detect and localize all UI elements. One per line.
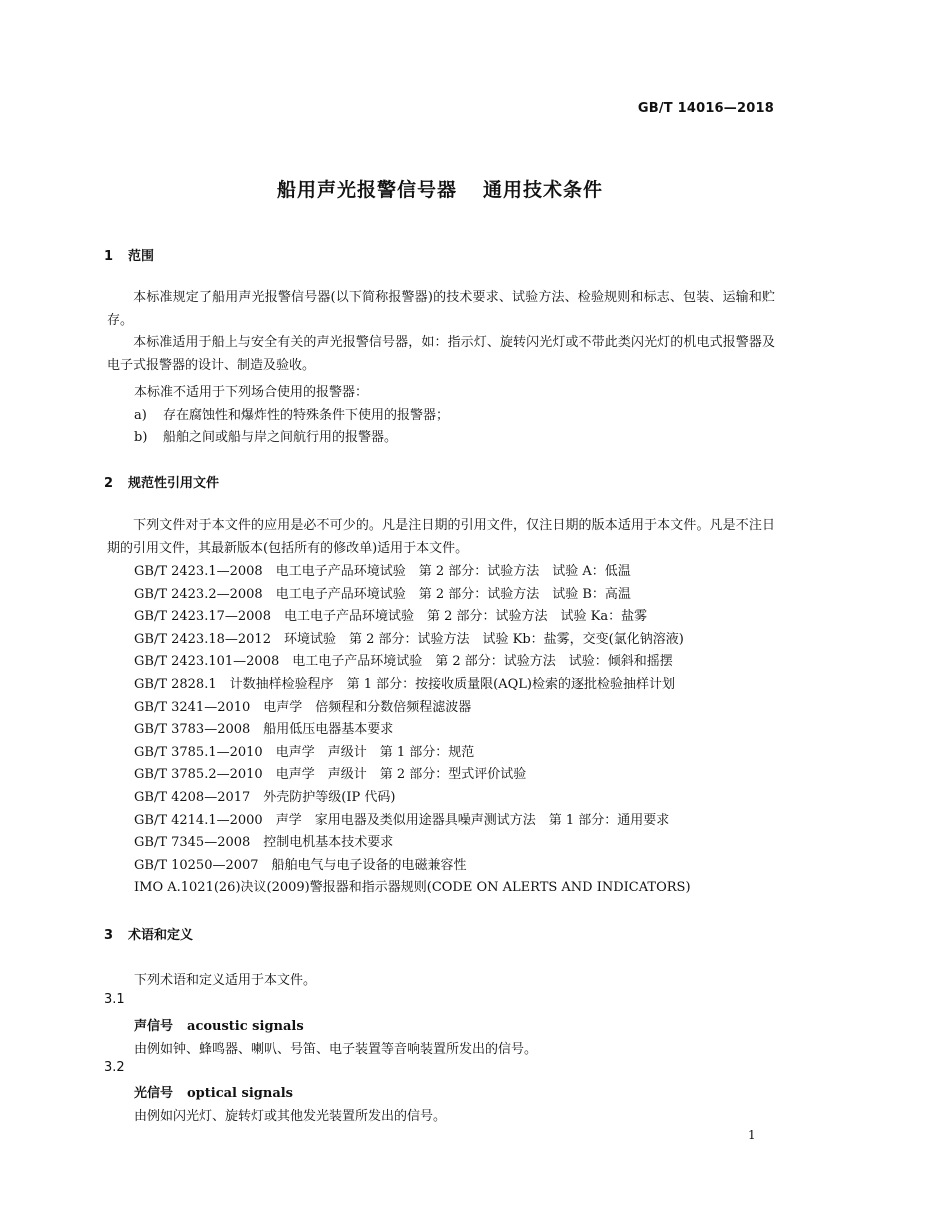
reference-item: GB/T 3785.2—2010 电声学 声级计 第 2 部分：型式评价试验: [134, 767, 527, 783]
section-1-number: 1: [104, 249, 114, 264]
scope-paragraph-1: [107, 287, 775, 332]
reference-item: GB/T 2423.2—2008 电工电子产品环境试验 第 2 部分：试验方法 试验 B：高温: [134, 586, 631, 602]
section-1-heading: [104, 245, 154, 264]
term-definition: 由例如闪光灯、旋转灯或其他发光装置所发出的信号。: [134, 1109, 447, 1124]
reference-item: GB/T 2423.1—2008 电工电子产品环境试验 第 2 部分：试验方法 试验 A：低温: [134, 564, 631, 579]
reference-item: GB/T 7345—2008 控制电机基本技术要求: [134, 835, 394, 851]
scope-paragraph-1-text: 本标准规定了船用声光报警信号器(以下简称报警器)的技术要求、试验方法、检验规则和标志、包装、运输和贮存。: [107, 290, 775, 328]
term-chinese: 光信号: [134, 1086, 174, 1101]
reference-item: GB/T 2423.18—2012 环境试验 第 2 部分：试验方法 试验 Kb：盐雾，交变(氯化钠溶液): [134, 631, 684, 647]
scope-list-item-b: [134, 426, 397, 445]
reference-item: IMO A.1021(26)决议(2009)警报器和指示器规则(CODE ON ALERTS AND INDICATORS): [134, 880, 691, 896]
reference-item: GB/T 4214.1—2000 声学 家用电器及类似用途器具噪声测试方法 第 1 部分：通用要求: [134, 812, 670, 828]
title-part-2: 通用技术条件: [483, 179, 604, 201]
term-english: acoustic signals: [187, 1019, 304, 1034]
reference-item: GB/T 2423.101—2008 电工电子产品环境试验 第 2 部分：试验方法 试验：倾斜和摇摆: [134, 654, 673, 670]
section-2-title: 规范性引用文件: [128, 476, 220, 491]
reference-item: GB/T 2828.1 计数抽样检验程序 第 1 部分：按接收质量限(AQL)检索的逐批检验抽样计划: [134, 676, 675, 692]
term-chinese: 声信号: [134, 1019, 174, 1034]
term-definition: 由例如钟、蜂鸣器、喇叭、号笛、电子装置等音响装置所发出的信号。: [134, 1042, 538, 1057]
document-title: [0, 175, 880, 202]
term-number: 3.1: [104, 992, 125, 1007]
terms-intro: 下列术语和定义适用于本文件。: [134, 973, 317, 988]
section-1-title: 范围: [128, 249, 155, 264]
reference-item: GB/T 3785.1—2010 电声学 声级计 第 1 部分：规范: [134, 744, 475, 760]
reference-item: GB/T 3241—2010 电声学 倍频程和分数倍频程滤波器: [134, 699, 472, 715]
section-3-number: 3: [104, 928, 114, 943]
page-number: 1: [748, 1128, 756, 1142]
scope-paragraph-3: 本标准不适用于下列场合使用的报警器：: [134, 385, 369, 400]
list-item-a-text: 存在腐蚀性和爆炸性的特殊条件下使用的报警器；: [163, 408, 450, 423]
section-2-number: 2: [104, 476, 114, 491]
reference-item: GB/T 4208—2017 外壳防护等级(IP 代码): [134, 789, 396, 805]
standard-code: GB/T 14016—2018: [637, 101, 774, 116]
reference-list: [134, 561, 691, 900]
title-part-1: 船用声光报警信号器: [276, 179, 457, 201]
scope-list-item-a: [134, 404, 449, 423]
term-heading: [134, 1082, 293, 1101]
references-intro-text: 下列文件对于本文件的应用是必不可少的。凡是注日期的引用文件，仅注日期的版本适用于本文件。凡是不注日期的引用文件，其最新版本(包括所有的修改单)适用于本文件。: [107, 518, 775, 556]
term-heading: [134, 1015, 304, 1034]
scope-paragraph-2-text: 本标准适用于船上与安全有关的声光报警信号器，如：指示灯、旋转闪光灯或不带此类闪光灯的机电式报警器及电子式报警器的设计、制造及验收。: [107, 335, 775, 373]
list-marker-a: a): [134, 408, 147, 423]
term-english: optical signals: [187, 1086, 294, 1101]
term-number: 3.2: [104, 1060, 125, 1075]
section-3-heading: [104, 924, 193, 943]
reference-item: GB/T 3783—2008 船用低压电器基本要求: [134, 722, 394, 738]
reference-item: GB/T 10250—2007 船舶电气与电子设备的电磁兼容性: [134, 857, 467, 873]
section-3-title: 术语和定义: [128, 928, 194, 943]
list-marker-b: b): [134, 430, 148, 445]
reference-item: GB/T 2423.17—2008 电工电子产品环境试验 第 2 部分：试验方法 试验 Ka：盐雾: [134, 609, 648, 625]
references-intro: [107, 515, 775, 560]
scope-paragraph-2: [107, 332, 775, 377]
section-2-heading: [104, 472, 219, 491]
list-item-b-text: 船舶之间或船与岸之间航行用的报警器。: [163, 430, 398, 445]
